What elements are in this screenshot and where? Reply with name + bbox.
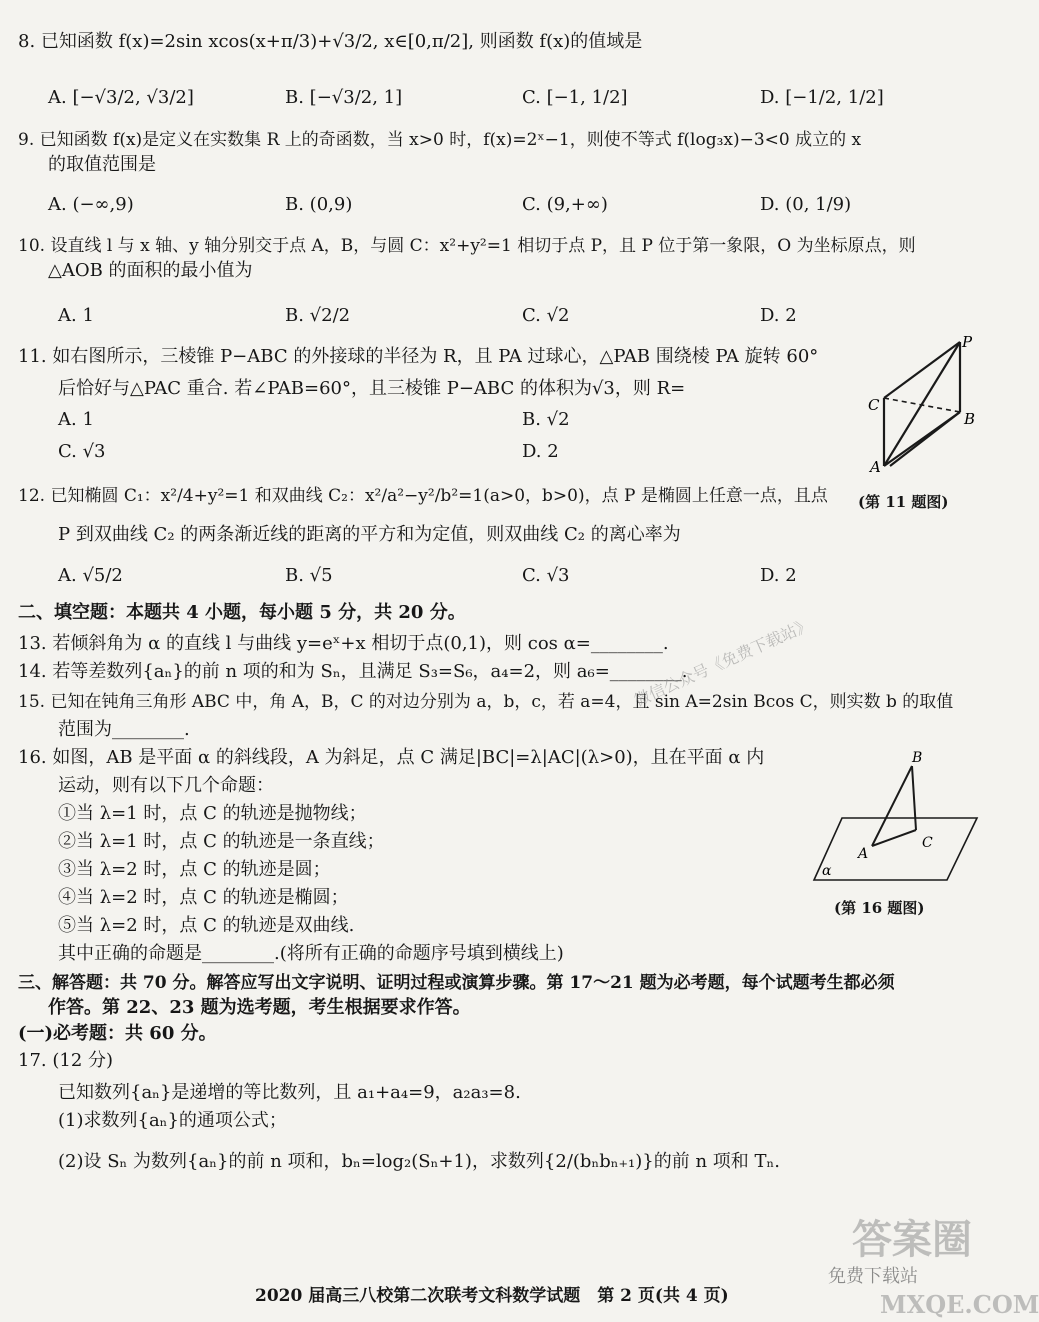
q8-option-d: D. [−1/2, 1/2]	[760, 87, 884, 108]
q11-option-c: C. √3	[58, 441, 106, 462]
q16-final: 其中正确的命题是________.(将所有正确的命题序号填到横线上)	[58, 943, 564, 964]
q11-line2: 后恰好与△PAC 重合. 若∠PAB=60°，且三棱锥 P−ABC 的体积为√3，则 R=	[58, 378, 686, 399]
q16-line1: 16. 如图，AB 是平面 α 的斜线段，A 为斜足，点 C 满足|BC|=λ|AC|(λ>0)，且在平面 α 内	[18, 747, 765, 768]
q11-option-d: D. 2	[522, 441, 559, 462]
q16-item-1: ①当 λ=1 时，点 C 的轨迹是抛物线；	[58, 803, 367, 824]
q14-text: 14. 若等差数列{aₙ}的前 n 项的和为 Sₙ，且满足 S₃=S₆，a₄=2，则 a₆=________.	[18, 661, 688, 682]
q10-option-b: B. √2/2	[285, 305, 351, 326]
q9-line1: 9. 已知函数 f(x)是定义在实数集 R 上的奇函数，当 x>0 时，f(x)=2ˣ−1，则使不等式 f(log₃x)−3<0 成立的 x	[18, 130, 862, 150]
q16-figure-diagram	[812, 748, 982, 888]
q17-part1: (1)求数列{aₙ}的通项公式；	[58, 1110, 287, 1131]
q15-line1: 15. 已知在钝角三角形 ABC 中，角 A，B，C 的对边分别为 a，b，c，若 a=4，且 sin A=2sin Bcos C，则实数 b 的取值	[18, 692, 954, 712]
q16-item-3: ③当 λ=2 时，点 C 的轨迹是圆；	[58, 859, 331, 880]
q11-figure-diagram	[860, 330, 990, 490]
q16-item-4: ④当 λ=2 时，点 C 的轨迹是椭圆；	[58, 887, 349, 908]
q12-option-a: A. √5/2	[58, 565, 123, 586]
watermark-logo: 答案圈	[852, 1216, 972, 1263]
q11-label-c: C	[868, 396, 880, 414]
q12-line2: P 到双曲线 C₂ 的两条渐近线的距离的平方和为定值，则双曲线 C₂ 的离心率为	[58, 524, 681, 545]
q8-option-a: A. [−√3/2, √3/2]	[48, 87, 194, 108]
q9-option-c: C. (9,+∞)	[522, 194, 608, 215]
q17-part2: (2)设 Sₙ 为数列{aₙ}的前 n 项和，bₙ=log₂(Sₙ+1)，求数列{2/(bₙbₙ₊₁)}的前 n 项和 Tₙ.	[58, 1151, 781, 1172]
section3-line1: 三、解答题：共 70 分。解答应写出文字说明、证明过程或演算步骤。第 17～21 题为必考题，每个试题考生都必须	[18, 973, 895, 993]
watermark-site-text: 免费下载站	[828, 1266, 918, 1287]
q12-line1: 12. 已知椭圆 C₁：x²/4+y²=1 和双曲线 C₂：x²/a²−y²/b²=1(a>0，b>0)，点 P 是椭圆上任意一点，且点	[18, 486, 828, 506]
q9-line2: 的取值范围是	[48, 154, 156, 175]
q11-figure-caption: (第 11 题图)	[858, 493, 949, 511]
q10-option-c: C. √2	[522, 305, 570, 326]
section3-line2: 作答。第 22、23 题为选考题，考生根据要求作答。	[48, 997, 471, 1018]
q8-option-c: C. [−1, 1/2]	[522, 87, 628, 108]
q13-text: 13. 若倾斜角为 α 的直线 l 与曲线 y=eˣ+x 相切于点(0,1)，则 cos α=________.	[18, 633, 669, 654]
watermark-url: MXQE.COM	[880, 1290, 1039, 1319]
q16-figure-caption: (第 16 题图)	[834, 899, 925, 917]
q11-option-b: B. √2	[522, 409, 570, 430]
q8-stem: 8. 已知函数 f(x)=2sin xcos(x+π/3)+√3/2, x∈[0,π/2], 则函数 f(x)的值域是	[18, 31, 643, 52]
q8-option-b: B. [−√3/2, 1]	[285, 87, 403, 108]
q16-item-5: ⑤当 λ=2 时，点 C 的轨迹是双曲线.	[58, 915, 355, 936]
section2-heading: 二、填空题：本题共 4 小题，每小题 5 分，共 20 分。	[18, 602, 466, 623]
q16-item-2: ②当 λ=1 时，点 C 的轨迹是一条直线；	[58, 831, 385, 852]
q9-option-d: D. (0, 1/9)	[760, 194, 852, 215]
q10-option-a: A. 1	[58, 305, 94, 326]
q12-option-d: D. 2	[760, 565, 797, 586]
q9-option-a: A. (−∞,9)	[48, 194, 134, 215]
q16-label-c: C	[922, 835, 933, 851]
q12-option-c: C. √3	[522, 565, 570, 586]
q11-label-b: B	[964, 410, 976, 428]
q17-line1: 已知数列{aₙ}是递增的等比数列，且 a₁+a₄=9，a₂a₃=8.	[58, 1082, 521, 1103]
q15-line2: 范围为________.	[58, 719, 190, 740]
q12-option-b: B. √5	[285, 565, 333, 586]
q10-line1: 10. 设直线 l 与 x 轴、y 轴分别交于点 A，B，与圆 C：x²+y²=1 相切于点 P，且 P 位于第一象限，O 为坐标原点，则	[18, 236, 916, 256]
section3a-heading: (一)必考题：共 60 分。	[18, 1023, 217, 1044]
q9-option-b: B. (0,9)	[285, 194, 353, 215]
q16-label-b: B	[912, 750, 923, 766]
q17-head: 17. (12 分)	[18, 1050, 114, 1071]
page-footer: 2020 届高三八校第二次联考文科数学试题 第 2 页(共 4 页)	[255, 1286, 729, 1306]
watermark-wechat: 微信公众号《免费下载站》	[631, 614, 815, 711]
q11-option-a: A. 1	[58, 409, 94, 430]
q16-label-a: A	[858, 846, 869, 862]
q16-label-alpha: α	[822, 863, 832, 879]
q11-label-p: P	[962, 333, 973, 351]
q10-option-d: D. 2	[760, 305, 797, 326]
q11-label-a: A	[870, 458, 881, 476]
q16-line2: 运动，则有以下几个命题：	[58, 775, 274, 796]
q11-line1: 11. 如右图所示，三棱锥 P−ABC 的外接球的半径为 R，且 PA 过球心，△PAB 围绕棱 PA 旋转 60°	[18, 346, 819, 367]
q10-line2: △AOB 的面积的最小值为	[48, 260, 253, 281]
